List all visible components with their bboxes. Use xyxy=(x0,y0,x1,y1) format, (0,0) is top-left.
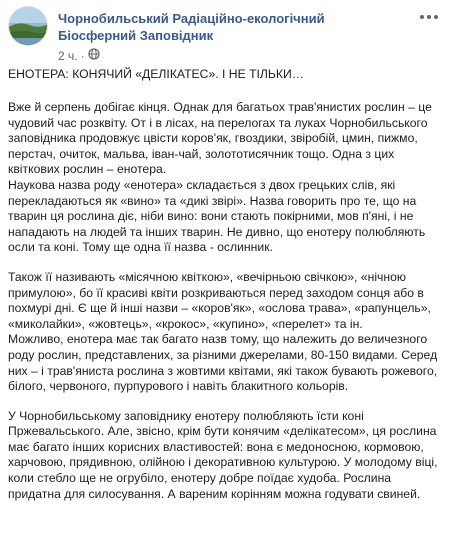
post-header xyxy=(8,6,442,63)
avatar-landscape-image xyxy=(9,7,48,46)
paragraph-2: Наукова назва роду «енотера» складається з двох грецьких слів, які перекладаються як «вино» та «дикі звірі». Назва говорить про те, що на тварин ця рослина діє, ніби вино: вони стають покірними, мов п'яні, і не нападають на людей та інших тварин. Не дивно, що енотеру полюбляють осли та коні. Тому ще одна її назва - ослинник. xyxy=(8,177,426,255)
paragraph-1: Вже й серпень добігає кінця. Однак для багатьох трав'янистих рослин – це чудовий час розквіту. От і в лісах, на перелогах та луках Чорнобильського заповідника продовжує цвісти коров'як, гвоздики, звіробій, цмин, пижмо, перстач, очиток, мальва, іван-чай, золототисячник тощо. Одна з цих квіткових рослин – енотера. xyxy=(8,100,432,177)
paragraph-4: Можливо, енотера має так багато назв тому, що належить до величезного роду рослин, представлених, за різними джерелами, 80-150 видами. Серед них – і трав'яниста рослина з жовтими квітами, які також бувають рожевого, білого, червоного, пурпурового і навіть блакитного кольорів. xyxy=(8,332,438,394)
more-horizontal-icon[interactable] xyxy=(416,10,442,24)
page-name-link[interactable]: Чорнобильський Радіаційно-екологічний Біосферний Заповідник xyxy=(58,11,325,43)
meta-separator: · xyxy=(80,48,85,63)
post-timestamp[interactable]: 2 ч. xyxy=(58,48,78,63)
post-meta xyxy=(58,48,100,63)
paragraph-5: У Чорнобильському заповіднику енотеру полюбляють їсти коні Пржевальського. Але, звісно, крім бути конячим «делікатесом», ця рослина має багато інших корисних властивостей: вона є медоносною, кормовою, харчовою, прядивною, олійною і декоративною культурою. У молодому віці, коли стебло ще не огрубіло, енотеру добре поїдає худоба. Рослина придатна для силосування. А вареним корінням можна годувати свиней. xyxy=(8,408,438,501)
globe-icon[interactable] xyxy=(88,48,100,63)
paragraph-gap xyxy=(8,395,440,409)
post-body xyxy=(8,66,440,502)
paragraph-gap xyxy=(8,256,440,270)
post-title: ЕНОТЕРА: КОНЯЧИЙ «ДЕЛІКАТЕС». І НЕ ТІЛЬКИ… xyxy=(8,67,304,81)
page-avatar[interactable] xyxy=(8,6,48,46)
paragraph-3: Також її називають «місячною квіткою», «вечірньою свічкою», «нічною примулою», бо її красиві квіти розкриваються перед заходом сонця або в похмурі дні. Є ще й інші назви – «коров'як», «ослова трава», «рапунцель», «миколайки», «жовтець», «крокос», «купино», «перелет» та ін. xyxy=(8,269,431,331)
